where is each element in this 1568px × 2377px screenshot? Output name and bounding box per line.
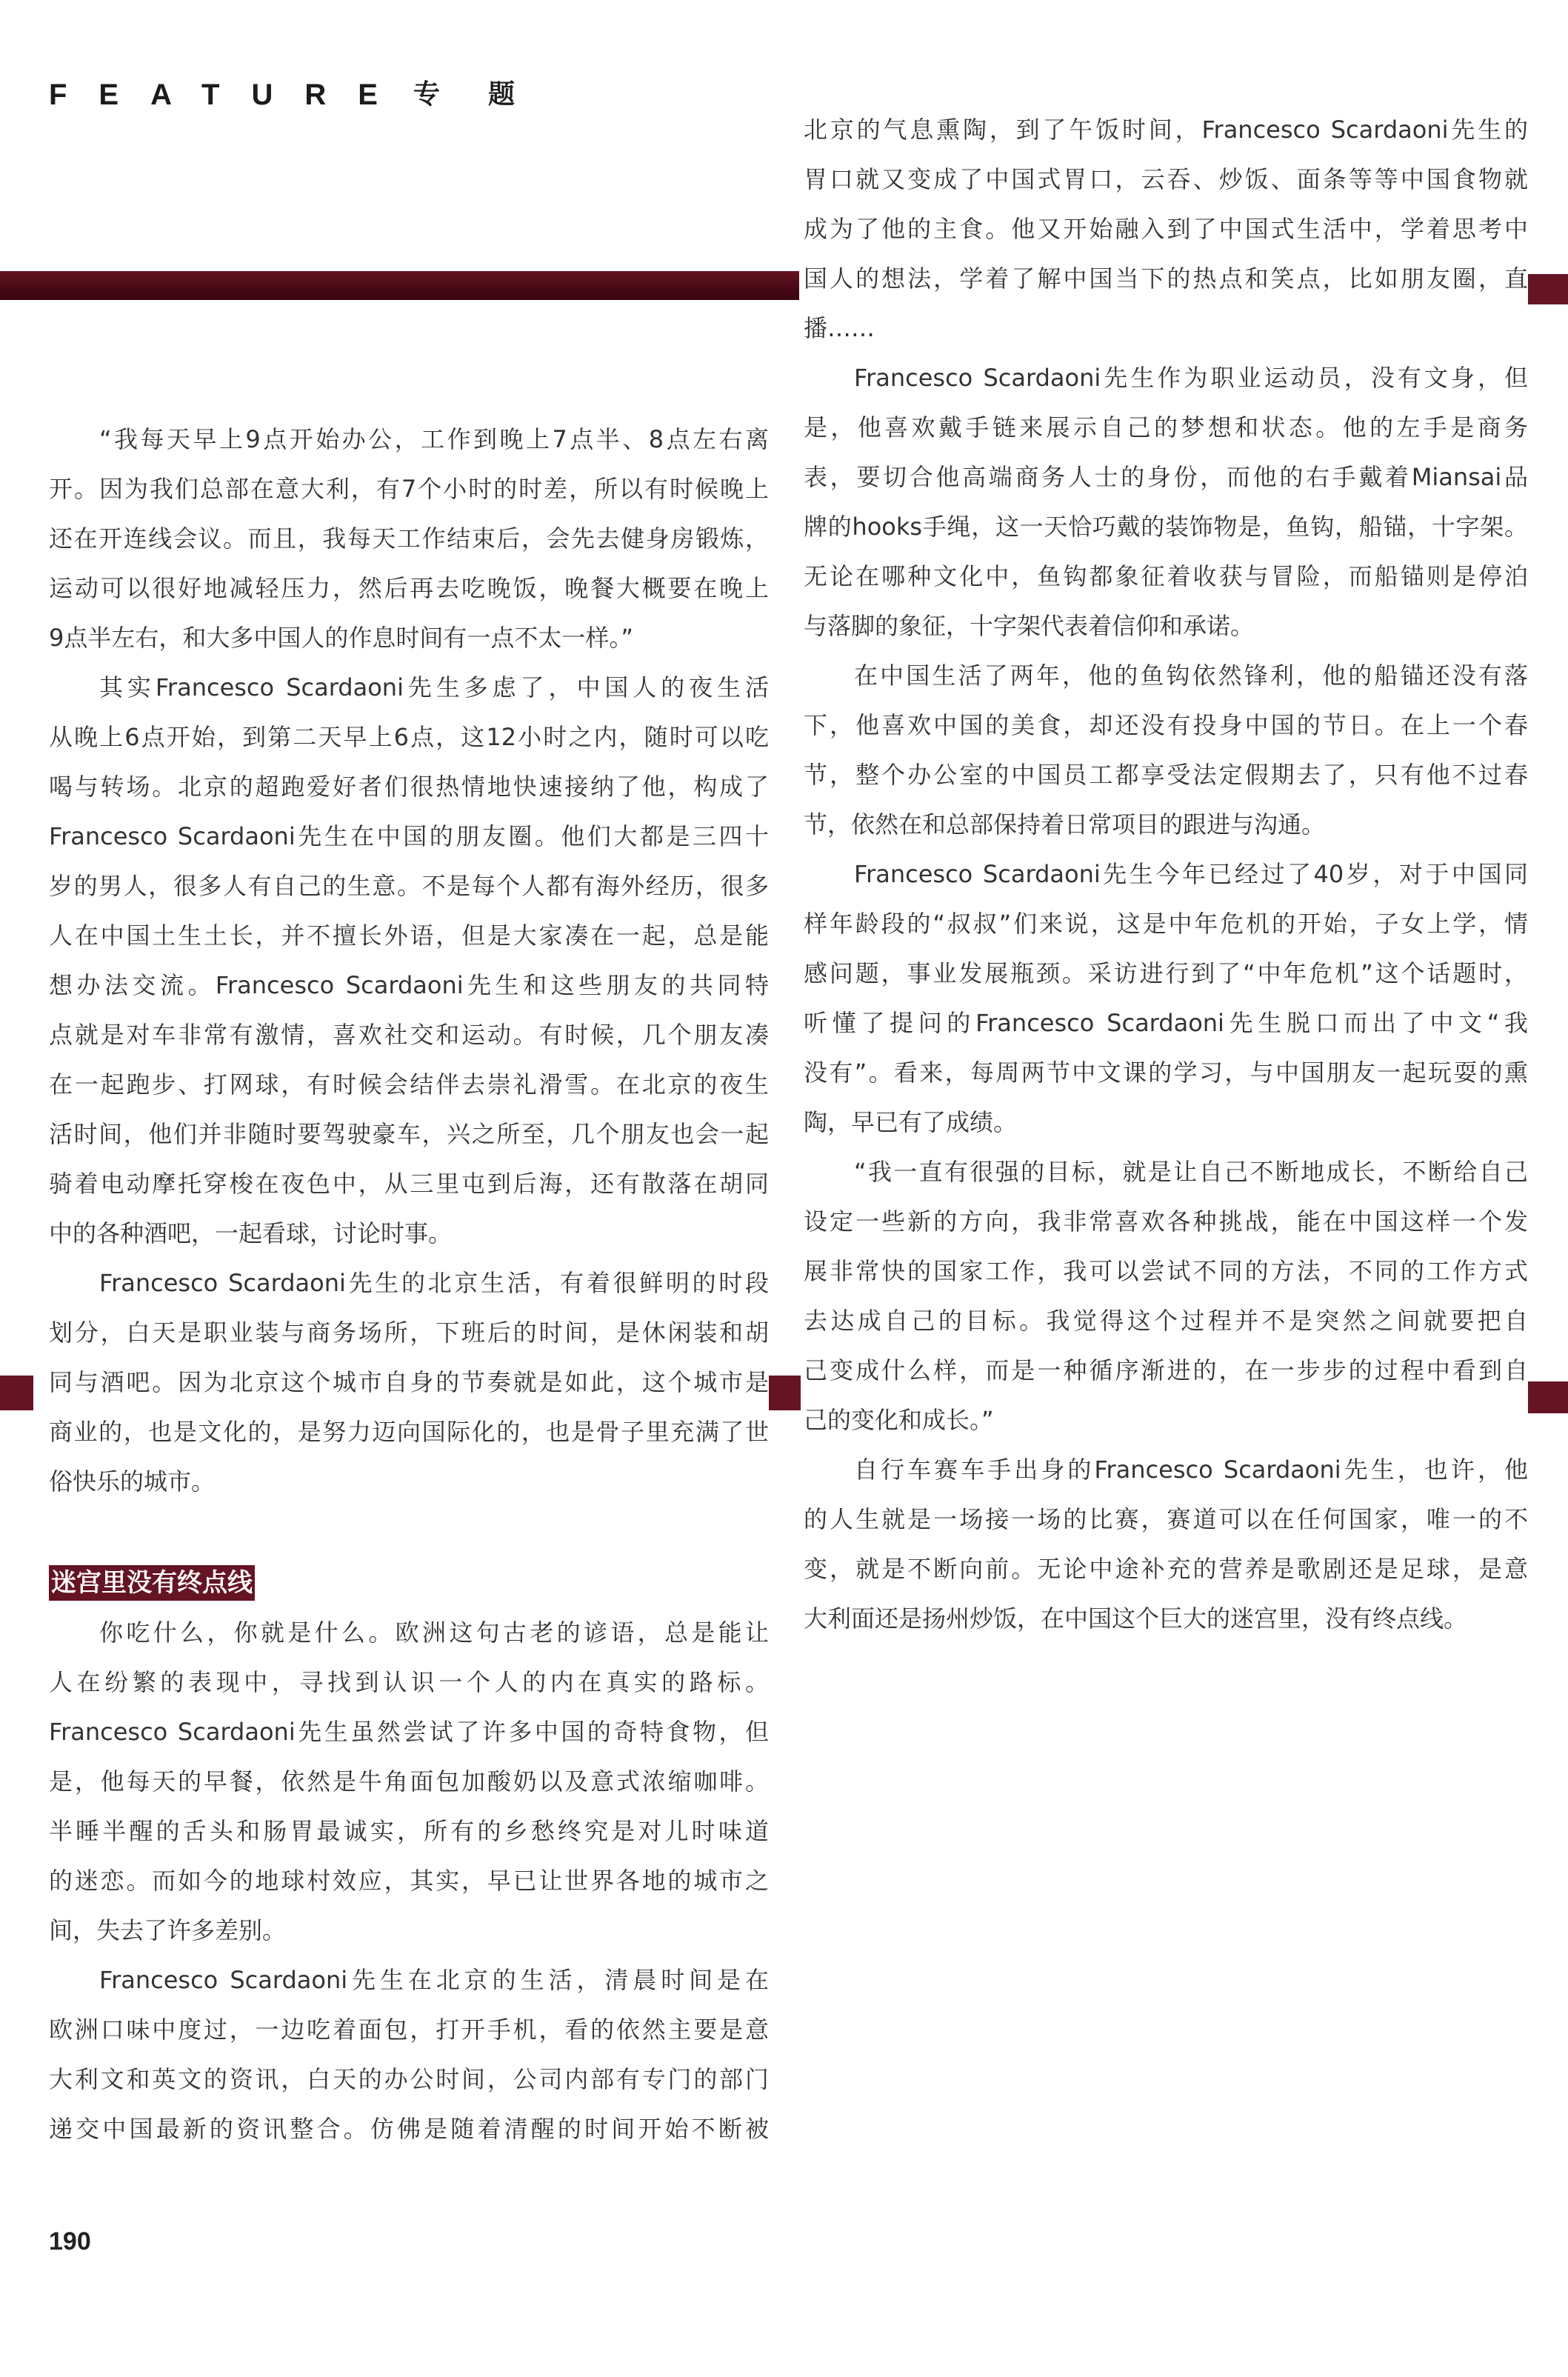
text-line: 听懂了提问的Francesco Scardaoni先生脱口而出了中文“我 [804,1009,1528,1037]
text-line: “我一直有很强的目标，就是让自己不断地成长，不断给自己 [854,1158,1528,1186]
text-line: 陶，早已有了成绩。 [804,1108,1018,1136]
text-line: 划分，白天是职业装与商务场所，下班后的时间，是休闲装和胡 [49,1318,769,1347]
text-line: 的人生就是一场接一场的比赛，赛道可以在任何国家，唯一的不 [804,1505,1528,1533]
text-line: 北京的气息熏陶，到了午饭时间，Francesco Scardaoni先生的 [804,116,1528,144]
section-heading: 迷宫里没有终点线 [49,1565,255,1601]
text-line: 9点半左右，和大多中国人的作息时间有一点不太一样。” [49,624,633,652]
paragraph [49,1608,769,1956]
text-line: 感问题，事业发展瓶颈。采访进行到了“中年危机”这个话题时， [804,959,1528,987]
section-heading-row [49,1558,769,1608]
text-line: 是，他喜欢戴手链来展示自己的梦想和状态。他的左手是商务 [804,413,1528,441]
edge-marker [1528,274,1568,304]
text-line: 无论在哪种文化中，鱼钩都象征着收获与冒险，而船锚则是停泊 [804,562,1528,590]
text-line: 欧洲口味中度过，一边吃着面包，打开手机，看的依然主要是意 [49,2016,769,2044]
right-column [804,105,1528,1644]
text-line: 还在开连线会议。而且，我每天工作结束后，会先去健身房锻炼， [49,524,769,553]
feature-label: FEATURE [49,79,410,111]
text-line: 的迷恋。而如今的地球村效应，其实，早已让世界各地的城市之 [49,1867,769,1895]
text-line: 岁的男人，很多人有自己的生意。不是每个人都有海外经历，很多 [49,872,769,900]
paragraph [804,353,1528,651]
text-line: 在中国生活了两年，他的鱼钩依然锋利，他的船锚还没有落 [854,661,1528,690]
text-line: 牌的hooks手绳，这一天恰巧戴的装饰物是，鱼钩，船锚，十字架。 [804,513,1528,541]
text-line: 展非常快的国家工作，我可以尝试不同的方法，不同的工作方式 [804,1257,1528,1285]
text-line: 己变成什么样，而是一种循序渐进的，在一步步的过程中看到自 [804,1356,1528,1384]
text-line: 想办法交流。Francesco Scardaoni先生和这些朋友的共同特 [49,971,769,999]
text-line: 运动可以很好地减轻压力，然后再去吃晚饭，晚餐大概要在晚上 [49,574,769,602]
text-line: 在一起跑步、打网球，有时候会结伴去崇礼滑雪。在北京的夜生 [49,1070,769,1099]
text-line: 样年龄段的“叔叔”们来说，这是中年危机的开始，子女上学，情 [804,910,1528,938]
text-line: 人在纷繁的表现中，寻找到认识一个人的内在真实的路标。 [49,1668,769,1696]
text-line: 自行车赛车手出身的Francesco Scardaoni先生，也许，他 [854,1456,1528,1484]
text-line: 与落脚的象征，十字架代表着信仰和承诺。 [804,612,1255,640]
text-line: 其实Francesco Scardaoni先生多虑了，中国人的夜生活 [99,673,769,701]
text-line: 俗快乐的城市。 [49,1467,216,1496]
text-line: 递交中国最新的资讯整合。仿佛是随着清醒的时间开始不断被 [49,2115,769,2143]
paragraph [804,850,1528,1147]
text-line: Francesco Scardaoni先生今年已经过了40岁，对于中国同 [854,860,1528,888]
text-line: Francesco Scardaoni先生的北京生活，有着很鲜明的时段 [99,1269,769,1297]
paragraph [49,1956,769,2154]
text-line: 半睡半醒的舌头和肠胃最诚实，所有的乡愁终究是对儿时味道 [49,1817,769,1845]
text-line: 下，他喜欢中国的美食，却还没有投身中国的节日。在上一个春 [804,711,1528,739]
text-line: 商业的，也是文化的，是努力迈向国际化的，也是骨子里充满了世 [49,1418,769,1446]
text-line: 你吃什么，你就是什么。欧洲这句古老的谚语，总是能让 [99,1618,769,1647]
paragraph [804,1445,1528,1644]
paragraph [804,651,1528,850]
text-line: 中的各种酒吧，一起看球，讨论时事。 [49,1219,453,1247]
text-line: 成为了他的主食。他又开始融入到了中国式生活中，学着思考中 [804,215,1528,243]
text-line: 喝与转场。北京的超跑爱好者们很热情地快速接纳了他，构成了 [49,773,769,801]
left-column-body-bottom [49,1608,769,2154]
text-line: 间，失去了许多差别。 [49,1916,287,1944]
text-line: 播…… [804,314,875,342]
text-line: 变，就是不断向前。无论中途补充的营养是歌剧还是足球，是意 [804,1555,1528,1583]
left-column [49,415,769,2154]
text-line: 节，整个办公室的中国员工都享受法定假期去了，只有他不过春 [804,761,1528,789]
paragraph [804,1147,1528,1445]
text-line: 活时间，他们并非随时要驾驶豪车，兴之所至，几个朋友也会一起 [49,1120,769,1148]
text-line: 国人的想法，学着了解中国当下的热点和笑点，比如朋友圈，直 [804,264,1528,293]
text-line: 胃口就又变成了中国式胃口，云吞、炒饭、面条等等中国食物就 [804,165,1528,193]
paragraph [49,663,769,1258]
right-column-body [804,105,1528,1644]
page-number: 190 [49,2227,91,2256]
text-line: 点就是对车非常有激情，喜欢社交和运动。有时候，几个朋友凑 [49,1021,769,1049]
edge-marker [769,1376,801,1410]
text-line: Francesco Scardaoni先生虽然尝试了许多中国的奇特食物，但 [49,1718,769,1746]
text-line: 没有”。看来，每周两节中文课的学习，与中国朋友一起玩耍的熏 [804,1059,1528,1087]
paragraph [49,415,769,663]
edge-marker [0,1376,33,1410]
text-line: 是，他每天的早餐，依然是牛角面包加酸奶以及意式浓缩咖啡。 [49,1767,769,1796]
paragraph [804,105,1528,353]
text-line: Francesco Scardaoni先生作为职业运动员，没有文身，但 [854,364,1528,392]
left-column-body-top [49,415,769,1507]
text-line: 开。因为我们总部在意大利，有7个小时的时差，所以有时候晚上 [49,475,769,503]
text-line: 骑着电动摩托穿梭在夜色中，从三里屯到后海，还有散落在胡同 [49,1170,769,1198]
topic-label: 专题 [413,79,564,110]
text-line: 己的变化和成长。” [804,1406,994,1434]
text-line: 从晚上6点开始，到第二天早上6点，这12小时之内，随时可以吃 [49,723,769,751]
text-line: 大利面还是扬州炒饭，在中国这个巨大的迷宫里，没有终点线。 [804,1604,1468,1633]
text-line: “我每天早上9点开始办公，工作到晚上7点半、8点左右离 [99,425,769,453]
text-line: Francesco Scardaoni先生在中国的朋友圈。他们大都是三四十 [49,822,769,850]
text-line: 表，要切合他高端商务人士的身份，而他的右手戴着Miansai品 [804,463,1528,491]
text-line: 设定一些新的方向，我非常喜欢各种挑战，能在中国这样一个发 [804,1207,1528,1236]
text-line: 人在中国土生土长，并不擅长外语，但是大家凑在一起，总是能 [49,921,769,950]
section-divider-bar [0,271,799,300]
text-line: 同与酒吧。因为北京这个城市自身的节奏就是如此，这个城市是 [49,1368,769,1396]
text-line: Francesco Scardaoni先生在北京的生活，清晨时间是在 [99,1966,769,1994]
paragraph [49,1258,769,1507]
text-line: 去达成自己的目标。我觉得这个过程并不是突然之间就要把自 [804,1307,1528,1335]
edge-marker [1528,1381,1568,1413]
text-line: 大利文和英文的资讯，白天的办公时间，公司内部有专门的部门 [49,2065,769,2093]
text-line: 节，依然在和总部保持着日常项目的跟进与沟通。 [804,810,1326,839]
